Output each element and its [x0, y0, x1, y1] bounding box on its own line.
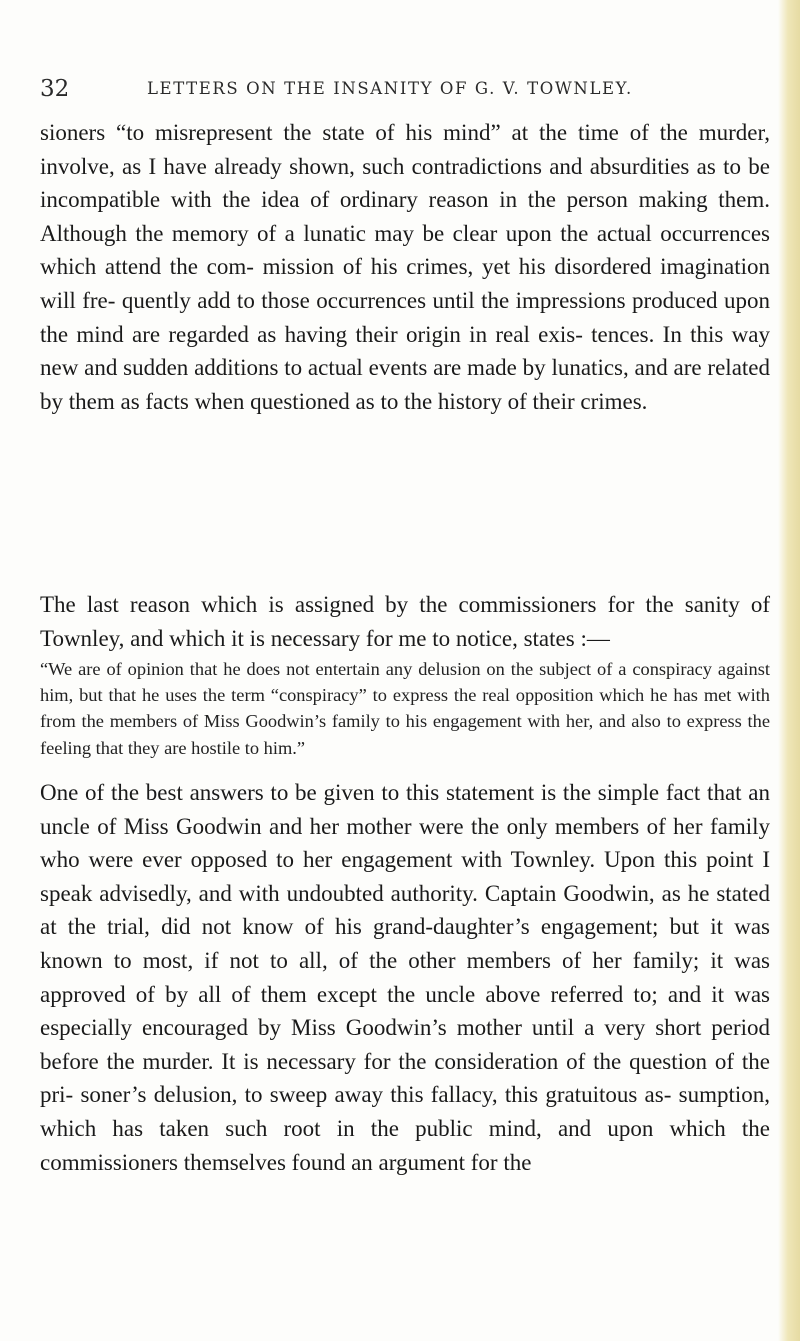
- quote-text: “We are of opinion that he does not entertain any delusion on the subject of a conspiracy against him, but that he uses the term “conspiracy” to express the real opposition which he has met with from the members of Miss Goodwin’s family to his engagement with her, and also to express the feeling that they are hostile to him.”: [40, 659, 770, 758]
- block-quote: [40, 656, 770, 761]
- page-number: 32: [40, 76, 70, 102]
- paragraph-text: One of the best answers to be given to this statement is the simple fact that an uncle of Miss Goodwin and her mother were the only members of her family who were ever opposed to her engagement with Townley. Upon this point I speak advisedly, and with undoubted authority. Captain Goodwin, as he stated at the trial, did not know of his grand-daughter’s engagement; but it was known to most, if not to all, of the other members of her family; it was approved of by all of them except the uncle above referred to; and it was especially encouraged by Miss Goodwin’s mother until a very short period before the murder. It is necessary for the consideration of the question of the pri- soner’s delusion, to sweep away this fallacy, this gratuitous as- sumption, which has taken such root in the public mind, and upon which the commissioners themselves found an argument for the: [40, 780, 770, 1175]
- paragraph-text: The last reason which is assigned by the commissioners for the sanity of Townley, and which it is necessary for me to notice, states :—: [40, 592, 770, 651]
- paragraph-text: sioners “to misrepresent the state of his mind” at the time of the murder, involve, as I have already shown, such contradictions and absurdities as to be incompatible with the idea of ordinary reason in the person making them. Although the memory of a lunatic may be clear upon the actual occurrences which attend the com- mission of his crimes, yet his disordered imagination will fre- quently add to those occurrences until the impressions produced upon the mind are regarded as having their origin in real exis- tences. In this way new and sudden additions to actual events are made by lunatics, and are related by them as facts when questioned as to the history of their crimes.: [40, 120, 770, 414]
- paragraph-continued: [40, 116, 770, 418]
- page-edge-shading: [778, 0, 800, 1341]
- paragraph-commissioners-reason: [40, 588, 770, 655]
- paragraph-answer: [40, 776, 770, 1179]
- running-title: LETTERS ON THE INSANITY OF G. V. TOWNLEY.: [147, 79, 633, 98]
- running-header: [40, 76, 770, 106]
